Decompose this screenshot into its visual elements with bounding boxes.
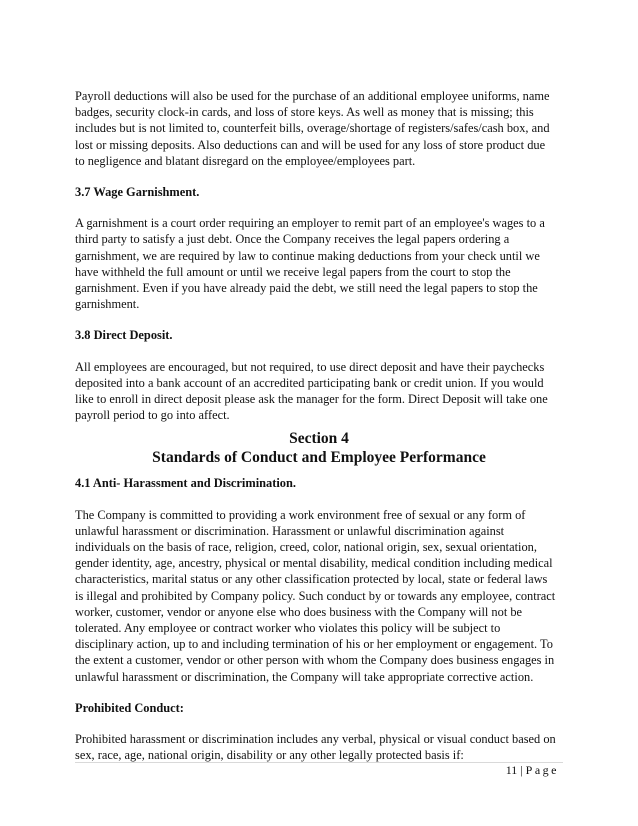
wage-garnishment-paragraph — [75, 215, 563, 312]
paragraph-line: to negligence and blatant disregard on the employee/employees part. — [75, 153, 416, 168]
section-number: Section 4 — [289, 430, 349, 448]
paragraph-line: All employees are encouraged, but not required, to use direct deposit and have their paychecks — [75, 359, 545, 374]
paragraph-line: lost or missing deposits. Also deductions can and will be used for any loss of store product due — [75, 137, 546, 152]
footer-divider — [75, 762, 563, 763]
paragraph-line: gender identity, age, ancestry, physical or mental disability, medical condition including medical — [75, 556, 553, 571]
page-number-footer — [506, 763, 559, 777]
paragraph-line: sex, race, age, national origin, disability or any other legally protected basis if: — [75, 748, 464, 763]
paragraph-line: The Company is committed to providing a work environment free of sexual or any form of — [75, 507, 526, 522]
direct-deposit-heading: 3.8 Direct Deposit. — [75, 328, 173, 343]
section-title: Standards of Conduct and Employee Performance — [152, 449, 486, 467]
paragraph-line: deposited into a bank account of an accredited participating bank or credit union. If you would — [75, 375, 544, 390]
paragraph-line: is illegal and prohibited by Company policy. Such conduct by or towards any employee, contract — [75, 588, 556, 603]
paragraph-line: characteristics, marital status or any other classification protected by local, state or federal laws — [75, 572, 548, 587]
paragraph-line: third party to satisfy a just debt. Once the Company receives the legal papers ordering a — [75, 232, 510, 247]
paragraph-line: garnishment. — [75, 297, 140, 312]
paragraph-line: garnishment. Even if you have already paid the debt, we still need the legal papers to stop the — [75, 281, 538, 296]
paragraph-line: unlawful harassment or discrimination. Harassment or unlawful discrimination against — [75, 523, 505, 538]
page-number: 11 — [505, 763, 518, 777]
paragraph-line: unlawful harassment or discrimination, the Company will take appropriate corrective action. — [75, 669, 534, 684]
anti-harassment-paragraph — [75, 507, 563, 685]
paragraph-line: A garnishment is a court order requiring an employer to remit part of an employee's wages to a — [75, 216, 545, 231]
paragraph-line: garnishment, we are required by law to continue making deductions from your check until we — [75, 248, 540, 263]
paragraph-line: Prohibited harassment or discrimination includes any verbal, physical or visual conduct based on — [75, 732, 556, 747]
section-heading — [75, 429, 563, 467]
paragraph-line: worker, customer, vendor or anyone else who does business with the Company will not be — [75, 604, 523, 619]
paragraph-line: Payroll deductions will also be used for the purchase of an additional employee uniforms, name — [75, 89, 550, 103]
paragraph-line: have withheld the full amount or until we receive legal papers from the court to stop the — [75, 264, 511, 279]
paragraph-line: the extent a customer, vendor or other person with whom the Company does business engages in — [75, 653, 555, 668]
paragraph-line: payroll period to go into affect. — [75, 408, 230, 423]
direct-deposit-paragraph — [75, 359, 563, 424]
document-page — [75, 88, 563, 764]
prohibited-conduct-heading: Prohibited Conduct: — [75, 700, 184, 715]
page-separator: | — [520, 763, 523, 777]
anti-harassment-heading: 4.1 Anti- Harassment and Discrimination. — [75, 476, 296, 491]
paragraph-line: like to enroll in direct deposit please ask the manager for the form. Direct Deposit will take one — [75, 392, 548, 407]
page-word: Page — [525, 763, 559, 777]
paragraph-line: badges, security clock-in cards, and loss of store keys. As well as money that is missing; this — [75, 105, 534, 120]
paragraph-line: disciplinary action, up to and including termination of his or her employment or engagement. To — [75, 637, 553, 652]
wage-garnishment-heading: 3.7 Wage Garnishment. — [75, 185, 200, 200]
payroll-deductions-paragraph — [75, 88, 563, 169]
paragraph-line: includes but is not limited to, counterfeit bills, overage/shortage of registers/safes/cash box, and — [75, 121, 550, 136]
paragraph-line: individuals on the basis of race, religion, creed, color, national origin, sex, sexual orientation, — [75, 540, 537, 555]
paragraph-line: tolerated. Any employee or contract worker who violates this policy will be subject to — [75, 621, 501, 636]
prohibited-conduct-paragraph — [75, 731, 563, 763]
